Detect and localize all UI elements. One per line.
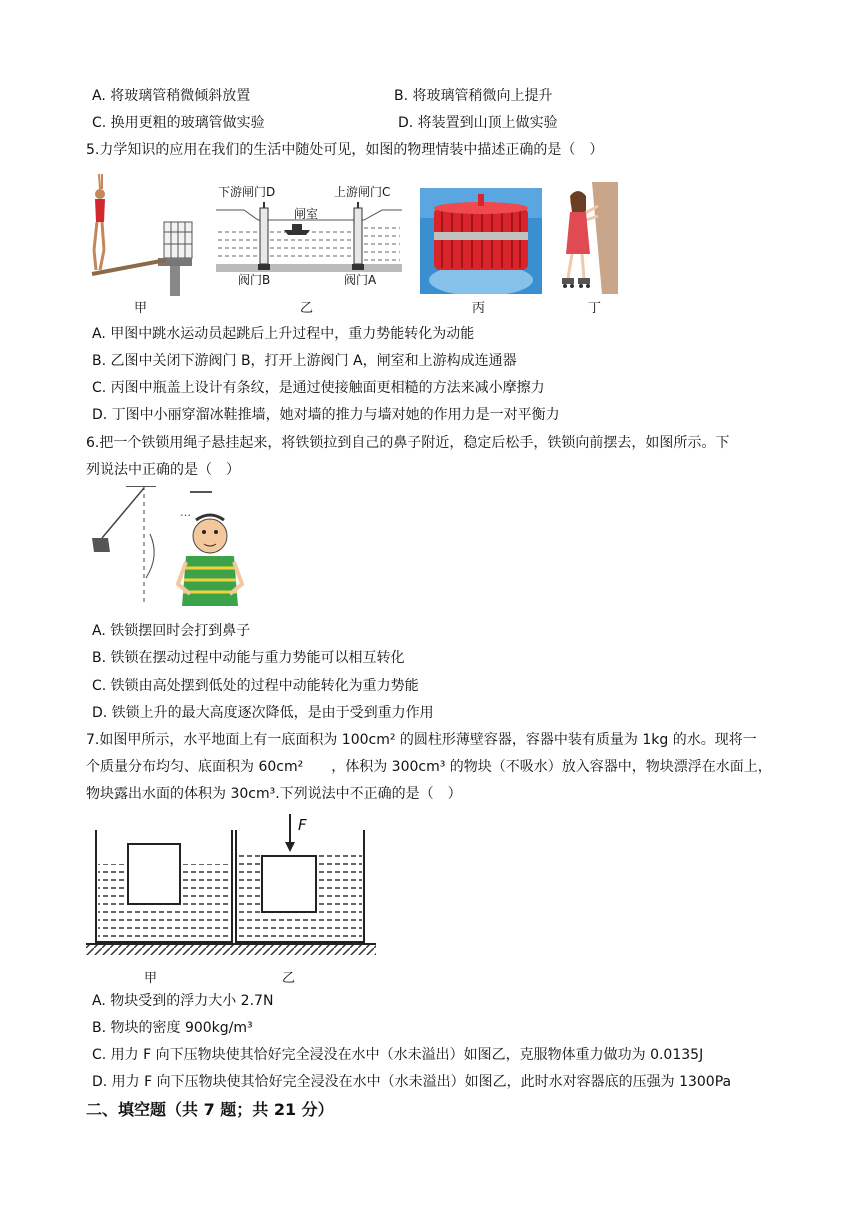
q5-option-a: A. 甲图中跳水运动员起跳后上升过程中，重力势能转化为动能 [92, 326, 475, 342]
q4-option-d: D. 将装置到山顶上做实验 [398, 115, 558, 131]
label-upstream-gate: 上游闸门C [334, 185, 391, 199]
q6-stem-line2: 列说法中正确的是（ ） [86, 462, 240, 478]
floating-block-figure [86, 812, 376, 990]
q6-option-a: A. 铁锁摆回时会打到鼻子 [92, 623, 251, 639]
label-valve-b: 阀门B [238, 273, 271, 287]
q7-option-d: D. 用力 F 向下压物块使其恰好完全浸没在水中（水未溢出）如图乙，此时水对容器底的压强为 1300Pa [92, 1074, 732, 1090]
figure-caption-bing: 丙 [472, 301, 486, 316]
figure-caption-7-yi: 乙 [282, 971, 296, 986]
q6-option-b: B. 铁锁在摆动过程中动能与重力势能可以相互转化 [92, 650, 405, 666]
q4-option-a: A. 将玻璃管稍微倾斜放置 [92, 88, 251, 104]
figure-caption-7-jia: 甲 [144, 971, 158, 986]
q7-option-b: B. 物块的密度 900kg/m³ [92, 1020, 253, 1036]
q5-option-c: C. 丙图中瓶盖上设计有条纹，是通过使接触面更相糙的方法来减小摩擦力 [92, 380, 545, 396]
force-label: F [298, 816, 307, 834]
figure-caption-ding: 丁 [588, 301, 602, 316]
svg-text:…: … [180, 506, 191, 519]
label-downstream-gate: 下游闸门D [218, 185, 276, 199]
girl-wall-figure [558, 182, 618, 294]
diver-figure [86, 170, 196, 296]
q7-stem-line3: 物块露出水面的体积为 30cm³.下列说法中不正确的是（ ） [86, 786, 462, 802]
figure-caption-yi: 乙 [300, 301, 314, 316]
q4-option-c: C. 换用更粗的玻璃管做实验 [92, 115, 265, 131]
q6-option-d: D. 铁锁上升的最大高度逐次降低，是由于受到重力作用 [92, 705, 434, 721]
q5-stem: 5.力学知识的应用在我们的生活中随处可见，如图的物理情装中描述正确的是（ ） [86, 142, 604, 158]
ship-lock-figure [214, 180, 404, 290]
q5-option-b: B. 乙图中关闭下游阀门 B，打开上游阀门 A，闸室和上游构成连通器 [92, 353, 517, 369]
q7-option-c: C. 用力 F 向下压物块使其恰好完全浸没在水中（水未溢出）如图乙，克服物体重力做功为 0.0135J [92, 1047, 704, 1063]
bottle-cap-figure [420, 188, 542, 294]
section-2-title: 二、填空题（共 7 题；共 21 分） [86, 1100, 334, 1119]
figure-caption-jia: 甲 [134, 301, 148, 316]
q6-option-c: C. 铁锁由高处摆到低处的过程中动能转化为重力势能 [92, 678, 419, 694]
label-lock-chamber: 闸室 [294, 207, 319, 221]
pendulum-lock-figure [86, 486, 256, 612]
label-valve-a: 阀门A [344, 273, 377, 287]
q7-stem-line1: 7.如图甲所示，水平地面上有一底面积为 100cm² 的圆柱形薄壁容器，容器中装有质量为 1kg 的水。现将一 [86, 732, 757, 748]
q5-option-d: D. 丁图中小丽穿溜冰鞋推墙，她对墙的推力与墙对她的作用力是一对平衡力 [92, 407, 560, 423]
q7-stem-line2: 个质量分布均匀、底面积为 60cm² ，体积为 300cm³ 的物块（不吸水）放入容器中，物块漂浮在水面上， [86, 759, 772, 775]
q4-option-b: B. 将玻璃管稍微向上提升 [394, 88, 553, 104]
q7-option-a: A. 物块受到的浮力大小 2.7N [92, 993, 274, 1009]
q6-stem-line1: 6.把一个铁锁用绳子悬挂起来，将铁锁拉到自己的鼻子附近，稳定后松手，铁锁向前摆去，如图所示。下 [86, 435, 730, 451]
